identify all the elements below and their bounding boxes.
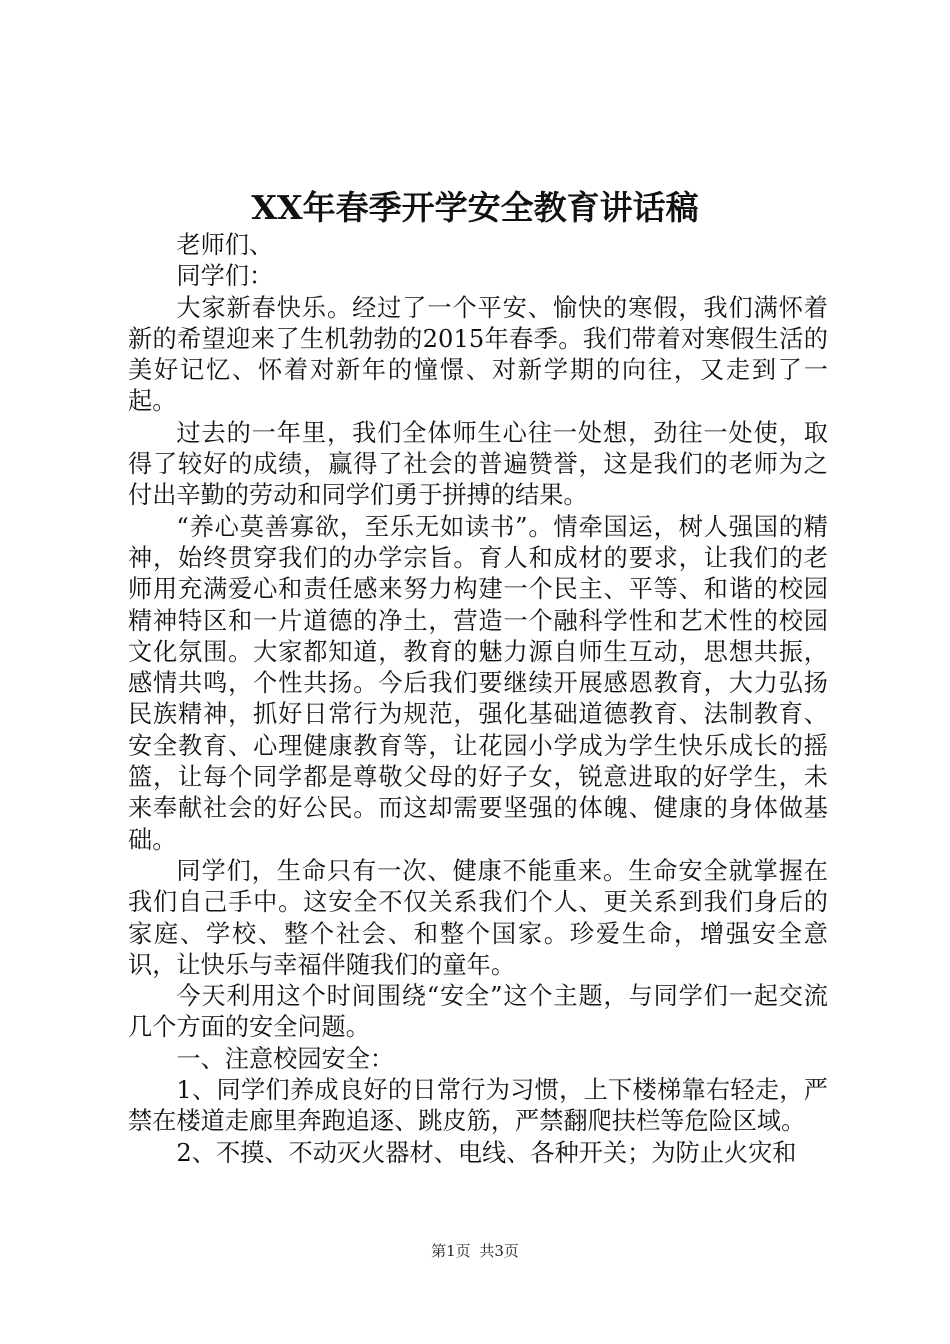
- page-footer: [0, 1241, 950, 1261]
- paragraph: 大家新春快乐。经过了一个平安、愉快的寒假，我们满怀着新的希望迎来了生机勃勃的2015年春季。我们带着对寒假生活的美好记忆、怀着对新年的憧憬、对新学期的向往，又走到了一起。: [128, 293, 828, 416]
- page-number: 第1页: [431, 1242, 471, 1260]
- salutation-students: 同学们：: [176, 262, 274, 291]
- paragraph: 今天利用这个时间围绕“安全”这个主题，与同学们一起交流几个方面的安全问题。: [128, 982, 828, 1042]
- salutation-teachers: 老师们、: [176, 231, 274, 259]
- document-title: XX年春季开学安全教育讲话稿: [251, 188, 699, 227]
- list-item: 1、同学们养成良好的日常行为习惯，上下楼梯靠右轻走，严禁在楼道走廊里奔跑追逐、跳皮筋，严禁翻爬扶栏等危险区域。: [128, 1076, 828, 1136]
- paragraph: 同学们，生命只有一次、健康不能重来。生命安全就掌握在我们自己手中。这安全不仅关系我们个人、更关系到我们身后的家庭、学校、整个社会、和整个国家。珍爱生命，增强安全意识，让快乐与幸福伴随我们的童年。: [128, 856, 828, 979]
- page-total: 共3页: [479, 1242, 519, 1260]
- document-body: [128, 230, 828, 1169]
- section-heading: 一、注意校园安全：: [176, 1044, 395, 1073]
- paragraph: 过去的一年里，我们全体师生心往一处想，劲往一处使，取得了较好的成绩，赢得了社会的普遍赞誉，这是我们的老师为之付出辛勤的劳动和同学们勇于拼搏的结果。: [128, 418, 828, 510]
- list-item: 2、不摸、不动灭火器材、电线、各种开关；为防止火灾和: [176, 1138, 797, 1167]
- paragraph: “养心莫善寡欲，至乐无如读书”。情牵国运，树人强国的精神，始终贯穿我们的办学宗旨。育人和成材的要求，让我们的老师用充满爱心和责任感来努力构建一个民主、平等、和谐的校园精神特区和一片道德的净土，营造一个融科学性和艺术性的校园文化氛围。大家都知道，教育的魅力源自师生互动，思想共振，感情共鸣，个性共扬。今后我们要继续开展感恩教育，大力弘扬民族精神，抓好日常行为规范，强化基础道德教育、法制教育、安全教育、心理健康教育等，让花园小学成为学生快乐成长的摇篮，让每个同学都是尊敬父母的好子女，锐意进取的好学生，未来奉献社会的好公民。而这却需要坚强的体魄、健康的身体做基础。: [128, 512, 828, 854]
